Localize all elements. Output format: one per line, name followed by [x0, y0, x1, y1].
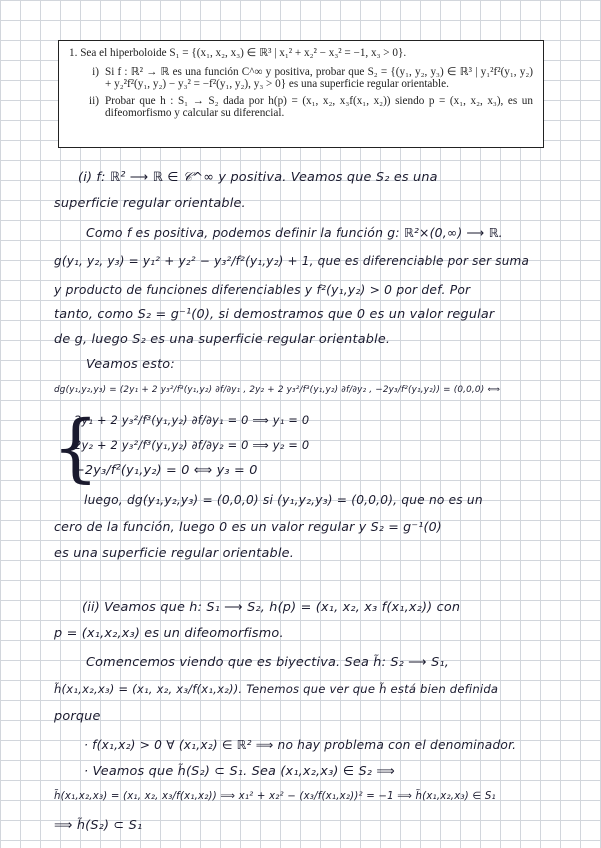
handwritten-line: 2y₁ + 2 y₃²/f³(y₁,y₂) ∂f/∂y₁ = 0 ⟹ y₁ = 0: [74, 413, 310, 427]
handwritten-line: y producto de funciones diferenciables y f²(y₁,y₂) > 0 por def. Por: [54, 283, 471, 297]
item-text: Probar que h : S₁ → S₂ dada por h(p) = (x₁, x₂, x₃f(x₁, x₂)) siendo p = (x₁, x₂, x₃), es un difeomorfismo y calcular su diferencial.: [105, 94, 533, 120]
item-number: i): [92, 65, 99, 78]
handwritten-line: Veamos esto:: [86, 357, 175, 372]
handwritten-line: luego, dg(y₁,y₂,y₃) = (0,0,0) si (y₁,y₂,y₃) = (0,0,0), que no es un: [84, 493, 483, 507]
handwritten-line: (i) f: ℝ² ⟶ ℝ ∈ 𝒞^∞ y positiva. Veamos que S₂ es una: [78, 170, 438, 185]
handwritten-line: h̃(x₁,x₂,x₃) = (x₁, x₂, x₃/f(x₁,x₂)). Tenemos que ver que h̃ está bien definida: [54, 682, 499, 696]
item-number: ii): [89, 94, 99, 107]
handwritten-line: porque: [54, 709, 101, 724]
handwritten-line: ⟹ h̃(S₂) ⊂ S₁: [54, 818, 143, 833]
handwritten-line: cero de la función, luego 0 es un valor regular y S₂ = g⁻¹(0): [54, 519, 442, 534]
handwritten-line: Como f es positiva, podemos definir la función g: ℝ²×(0,∞) ⟶ ℝ.: [86, 225, 503, 240]
handwritten-line: Comencemos viendo que es biyectiva. Sea h̃: S₂ ⟶ S₁,: [86, 655, 450, 670]
item-text: Si f : ℝ² → ℝ es una función C^∞ y positiva, probar que S₂ = {(y₁, y₂, y₃) ∈ ℝ³ | y₁²f²(y₁, y₂) + y₂²f²(y₁, y₂) − y₃² = −f²(y₁, y₂), y₃ > 0} es una superficie regular orientable.: [105, 65, 533, 91]
handwritten-line: es una superficie regular orientable.: [54, 546, 294, 561]
handwritten-line: −2y₃/f²(y₁,y₂) = 0 ⟺ y₃ = 0: [74, 463, 258, 478]
system-brace: {: [52, 405, 100, 491]
handwritten-line: de g, luego S₂ es una superficie regular orientable.: [54, 332, 391, 347]
handwritten-line: · Veamos que h̃(S₂) ⊂ S₁. Sea (x₁,x₂,x₃) ∈ S₂ ⟹: [84, 764, 395, 779]
handwritten-line: · f(x₁,x₂) > 0 ∀ (x₁,x₂) ∈ ℝ² ⟹ no hay problema con el denominador.: [84, 738, 517, 752]
handwritten-line: dg(y₁,y₂,y₃) = (2y₁ + 2 y₃²/f³(y₁,y₂) ∂f/∂y₁ , 2y₂ + 2 y₃²/f³(y₁,y₂) ∂f/∂y₂ , −2y₃/f²(y₁,y₂)) = (0,0,0) ⟺: [54, 385, 501, 395]
handwritten-line: (ii) Veamos que h: S₁ ⟶ S₂, h(p) = (x₁, x₂, x₃ f(x₁,x₂)) con: [82, 600, 461, 615]
handwritten-line: p = (x₁,x₂,x₃) es un difeomorfismo.: [54, 626, 284, 641]
handwritten-line: h̃(x₁,x₂,x₃) = (x₁, x₂, x₃/f(x₁,x₂)) ⟹ x₁² + x₂² − (x₃/f(x₁,x₂))² = −1 ⟹ h̃(x₁,x₂,x₃) ∈ S₁: [54, 791, 496, 802]
handwritten-line: tanto, como S₂ = g⁻¹(0), si demostramos que 0 es un valor regular: [54, 307, 495, 322]
handwritten-line: g(y₁, y₂, y₃) = y₁² + y₂² − y₃²/f²(y₁,y₂) + 1, que es diferenciable por ser suma: [54, 254, 529, 268]
handwritten-line: 2y₂ + 2 y₃²/f³(y₁,y₂) ∂f/∂y₂ = 0 ⟹ y₂ = 0: [74, 438, 310, 452]
problem-statement: 1. Sea el hiperboloide S₁ = {(x₁, x₂, x₃) ∈ ℝ³ | x₁² + x₂² − x₃² = −1, x₃ > 0}.: [69, 47, 407, 59]
handwritten-line: superficie regular orientable.: [54, 196, 246, 211]
